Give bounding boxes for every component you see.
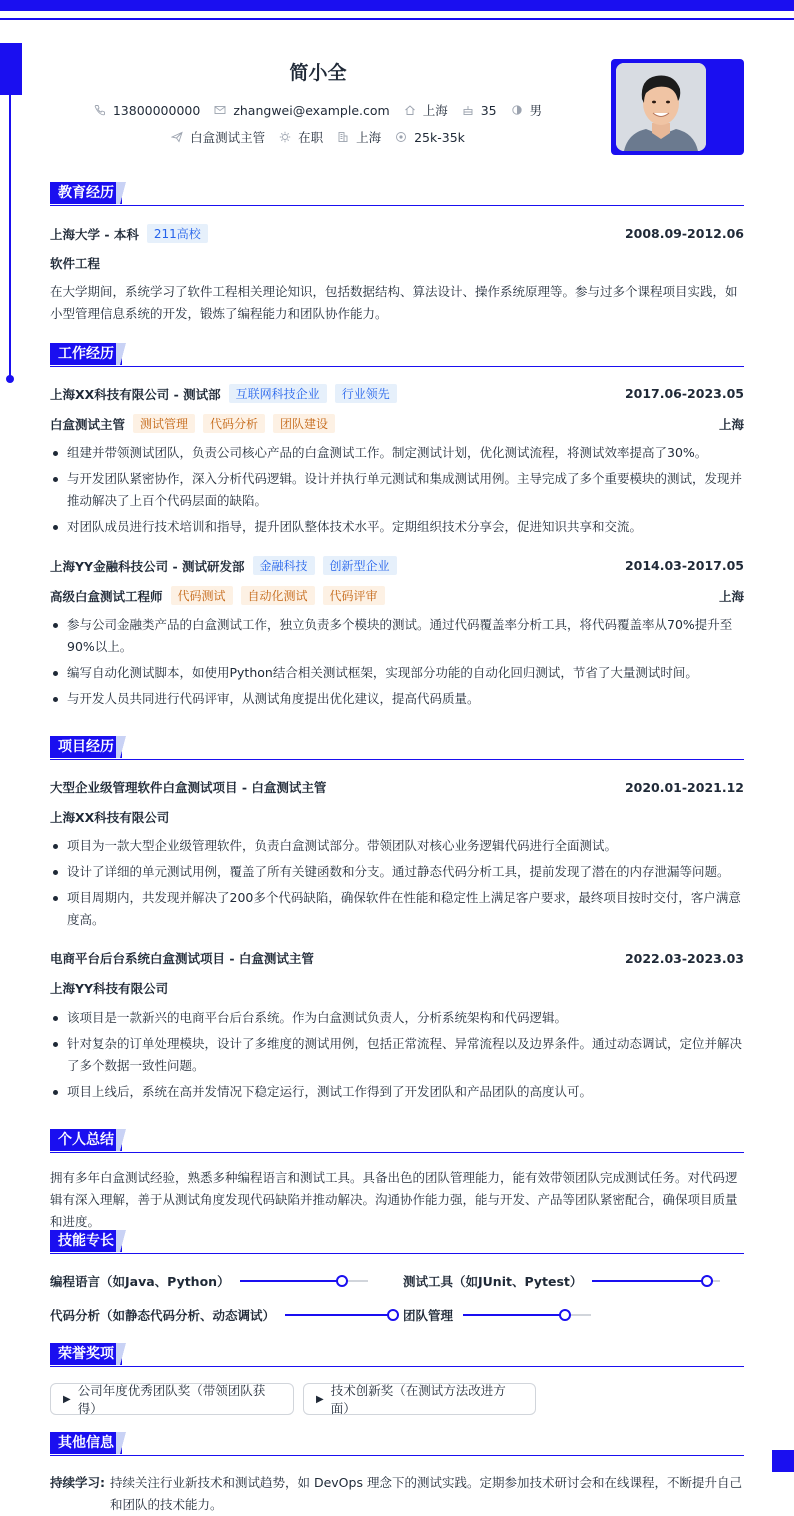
company-name: 上海XX科技有限公司 - 测试部 bbox=[50, 386, 221, 402]
gender-icon bbox=[511, 104, 523, 116]
project-company: 上海YY科技有限公司 bbox=[50, 981, 169, 996]
top-accent-bar bbox=[0, 0, 794, 11]
list-item: 设计了详细的单元测试用例，覆盖了所有关键函数和分支。通过静态代码分析工具，提前发现了潜在的内存泄漏等问题。 bbox=[50, 861, 744, 883]
building-icon bbox=[337, 131, 349, 143]
sun-icon bbox=[279, 131, 291, 143]
salary-item bbox=[395, 130, 465, 145]
skill-name: 编程语言（如Java、Python） bbox=[50, 1274, 230, 1289]
project-date: 2020.01-2021.12 bbox=[624, 779, 744, 795]
work-header bbox=[50, 343, 744, 367]
section-title: 工作经历 bbox=[50, 343, 122, 365]
award-card bbox=[50, 1383, 294, 1415]
work-city: 上海 bbox=[718, 416, 744, 432]
project-date: 2022.03-2023.03 bbox=[624, 950, 744, 966]
education-row bbox=[50, 224, 744, 243]
age-text: 35 bbox=[480, 102, 497, 118]
skill-bar-knob bbox=[559, 1309, 571, 1321]
section-title: 项目经历 bbox=[50, 736, 122, 758]
list-item: 项目为一款大型企业级管理软件，负责白盒测试部分。带领团队对核心业务逻辑代码进行全面测试。 bbox=[50, 835, 744, 857]
role-tag: 代码测试 bbox=[171, 586, 233, 605]
education-section bbox=[50, 182, 744, 321]
company-tag: 金融科技 bbox=[253, 556, 315, 575]
skill-bar-fill bbox=[592, 1280, 707, 1282]
summary-header bbox=[50, 1129, 744, 1153]
award-text: 公司年度优秀团队奖（带领团队获得） bbox=[77, 1383, 266, 1416]
work-city: 上海 bbox=[718, 588, 744, 604]
project-company: 上海XX科技有限公司 bbox=[50, 810, 170, 825]
list-item: 针对复杂的订单处理模块，设计了多维度的测试用例，包括正常流程、异常流程以及边界条件。通过动态调试，定位并解决了多个数据一致性问题。 bbox=[50, 1033, 744, 1077]
list-item: 该项目是一款新兴的电商平台后台系统。作为白盒测试负责人，分析系统架构和代码逻辑。 bbox=[50, 1007, 744, 1029]
coin-icon bbox=[395, 131, 407, 143]
home-icon bbox=[404, 104, 416, 116]
other-info-key: 持续学习: bbox=[50, 1475, 105, 1490]
skill-bar bbox=[592, 1280, 720, 1282]
age-item bbox=[462, 103, 497, 118]
project-company-row bbox=[50, 979, 744, 997]
role-name: 白盒测试主管 bbox=[50, 416, 126, 432]
status-item bbox=[279, 128, 323, 146]
project-bullets bbox=[50, 835, 744, 935]
position-item bbox=[171, 128, 265, 146]
cake-icon bbox=[462, 104, 474, 116]
section-title-accent bbox=[116, 1129, 132, 1151]
role-tag: 代码分析 bbox=[203, 414, 265, 433]
skill-bar bbox=[463, 1314, 591, 1316]
status-text: 在职 bbox=[298, 130, 324, 145]
project-title-row bbox=[50, 949, 744, 967]
work-section bbox=[50, 343, 744, 706]
summary-text: 拥有多年白盒测试经验，熟悉多种编程语言和测试工具。具备出色的团队管理能力，能有效带领团队完成测试任务。对代码逻辑有深入理解，善于从测试角度发现代码缺陷并推动解决。沟通协作能力强，能与开发、产品等团队紧密配合，确保项目质量和进度。 bbox=[50, 1170, 738, 1229]
project-title-row bbox=[50, 778, 744, 796]
section-title: 教育经历 bbox=[50, 182, 122, 204]
list-item: 与开发人员共同进行代码评审，从测试角度提出优化建议，提高代码质量。 bbox=[50, 688, 744, 710]
work-date: 2017.06-2023.05 bbox=[624, 386, 744, 401]
school-tag: 211高校 bbox=[147, 224, 208, 243]
other-info-row bbox=[50, 1472, 744, 1516]
position-text: 白盒测试主管 bbox=[190, 130, 266, 145]
contact-row bbox=[0, 101, 636, 119]
gender-item bbox=[511, 101, 543, 119]
work-bullets bbox=[50, 614, 744, 714]
list-item: 编写自动化测试脚本，如使用Python结合相关测试框架，实现部分功能的自动化回归测试，节省了大量测试时间。 bbox=[50, 662, 744, 684]
work-role-row bbox=[50, 586, 744, 605]
email-item bbox=[214, 103, 389, 118]
skill-bar-fill bbox=[285, 1314, 393, 1316]
mail-icon bbox=[214, 104, 226, 116]
skills-section bbox=[50, 1230, 744, 1254]
project-title: 大型企业级管理软件白盒测试项目 - 白盒测试主管 bbox=[50, 780, 327, 795]
project-company-row bbox=[50, 808, 744, 826]
top-accent-line bbox=[0, 18, 794, 20]
award-text: 技术创新奖（在测试方法改进方面） bbox=[330, 1383, 506, 1416]
skill-item bbox=[403, 1272, 720, 1290]
major-row bbox=[50, 254, 744, 272]
work-role-row bbox=[50, 414, 744, 433]
role-tag: 测试管理 bbox=[133, 414, 195, 433]
location-item bbox=[404, 101, 448, 119]
other-header bbox=[50, 1432, 744, 1456]
other-info-value: 持续关注行业新技术和测试趋势，如 DevOps 理念下的测试实践。定期参加技术研讨会和在线课程，不断提升自己和团队的技术能力。 bbox=[110, 1475, 742, 1512]
target-city-item bbox=[337, 128, 381, 146]
honors-section bbox=[50, 1343, 744, 1367]
education-header bbox=[50, 182, 744, 206]
section-title-accent bbox=[116, 1432, 132, 1454]
skill-bar-knob bbox=[701, 1275, 713, 1287]
section-title-accent bbox=[116, 343, 132, 365]
project-bullets bbox=[50, 1007, 744, 1107]
skill-name: 团队管理 bbox=[403, 1308, 454, 1323]
other-section bbox=[50, 1432, 744, 1456]
right-accent-tab bbox=[772, 1450, 794, 1472]
email-text: zhangwei@example.com bbox=[233, 102, 390, 118]
work-company-row bbox=[50, 384, 744, 403]
skill-name: 测试工具（如JUnit、Pytest） bbox=[403, 1274, 583, 1289]
project-title: 电商平台后台系统白盒测试项目 - 白盒测试主管 bbox=[50, 951, 314, 966]
gender-text: 男 bbox=[529, 103, 543, 118]
company-name: 上海YY金融科技公司 - 测试研发部 bbox=[50, 558, 245, 574]
skill-bar-fill bbox=[463, 1314, 565, 1316]
list-item: 项目周期内，共发现并解决了200多个代码缺陷，确保软件在性能和稳定性上满足客户要求，最终项目按时交付，客户满意度高。 bbox=[50, 887, 744, 931]
section-title-accent bbox=[116, 736, 132, 758]
company-tag: 互联网科技企业 bbox=[229, 384, 327, 403]
section-title-accent bbox=[116, 1230, 132, 1252]
list-item: 项目上线后，系统在高并发情况下稳定运行，测试工作得到了开发团队和产品团队的高度认可。 bbox=[50, 1081, 744, 1103]
role-tag: 自动化测试 bbox=[241, 586, 315, 605]
list-item: 对团队成员进行技术培训和指导，提升团队整体技术水平。定期组织技术分享会，促进知识共享和交流。 bbox=[50, 516, 744, 538]
education-date: 2008.09-2012.06 bbox=[624, 226, 744, 241]
left-timeline-dot bbox=[6, 375, 14, 383]
skill-item bbox=[50, 1306, 399, 1324]
school-name: 上海大学 - 本科 bbox=[50, 226, 139, 242]
salary-text: 25k-35k bbox=[414, 129, 465, 145]
triangle-right-icon: ▶ bbox=[63, 1393, 71, 1405]
section-title: 其他信息 bbox=[50, 1432, 122, 1454]
work-date: 2014.03-2017.05 bbox=[624, 558, 744, 573]
list-item: 参与公司金融类产品的白盒测试工作，独立负责多个模块的测试。通过代码覆盖率分析工具，将代码覆盖率从70%提升至90%以上。 bbox=[50, 614, 744, 658]
photo-frame bbox=[611, 59, 744, 155]
section-title-accent bbox=[116, 182, 132, 204]
section-title-accent bbox=[116, 1343, 132, 1365]
role-tag: 团队建设 bbox=[273, 414, 335, 433]
skills-header bbox=[50, 1230, 744, 1254]
skill-name: 代码分析（如静态代码分析、动态调试） bbox=[50, 1308, 276, 1323]
projects-section bbox=[50, 736, 744, 1099]
job-row bbox=[0, 128, 636, 146]
skill-bar-knob bbox=[336, 1275, 348, 1287]
role-name: 高级白盒测试工程师 bbox=[50, 588, 163, 604]
triangle-right-icon: ▶ bbox=[316, 1393, 324, 1405]
list-item: 与开发团队紧密协作，深入分析代码逻辑。设计并执行单元测试和集成测试用例。主导完成了多个重要模块的测试，发现并推动解决了上百个代码层面的缺陷。 bbox=[50, 468, 744, 512]
role-tag: 代码评审 bbox=[323, 586, 385, 605]
candidate-name: 简小全 bbox=[289, 62, 347, 84]
skill-bar bbox=[240, 1280, 368, 1282]
honors-header bbox=[50, 1343, 744, 1367]
phone-item bbox=[94, 103, 200, 118]
list-item: 组建并带领测试团队，负责公司核心产品的白盒测试工作。制定测试计划，优化测试流程，将测试效率提高了30%。 bbox=[50, 442, 744, 464]
phone-icon bbox=[94, 104, 106, 116]
summary-section bbox=[50, 1129, 744, 1229]
avatar bbox=[616, 63, 706, 151]
company-tag: 创新型企业 bbox=[323, 556, 397, 575]
projects-header bbox=[50, 736, 744, 760]
skill-item bbox=[50, 1272, 368, 1290]
send-icon bbox=[171, 131, 183, 143]
company-tag: 行业领先 bbox=[335, 384, 397, 403]
section-title: 技能专长 bbox=[50, 1230, 122, 1252]
section-title: 个人总结 bbox=[50, 1129, 122, 1151]
skill-bar-fill bbox=[240, 1280, 342, 1282]
work-company-row bbox=[50, 556, 744, 575]
skill-bar-knob bbox=[387, 1309, 399, 1321]
phone-text: 13800000000 bbox=[112, 102, 201, 118]
location-text: 上海 bbox=[422, 103, 448, 118]
target-city-text: 上海 bbox=[356, 130, 382, 145]
skill-item bbox=[403, 1306, 591, 1324]
education-desc: 在大学期间，系统学习了软件工程相关理论知识，包括数据结构、算法设计、操作系统原理等。参与过多个课程项目实践，如小型管理信息系统的开发，锻炼了编程能力和团队协作能力。 bbox=[50, 284, 738, 321]
major-name: 软件工程 bbox=[50, 256, 101, 271]
skill-bar bbox=[285, 1314, 399, 1316]
section-title: 荣誉奖项 bbox=[50, 1343, 122, 1365]
work-bullets bbox=[50, 442, 744, 542]
award-card bbox=[303, 1383, 536, 1415]
